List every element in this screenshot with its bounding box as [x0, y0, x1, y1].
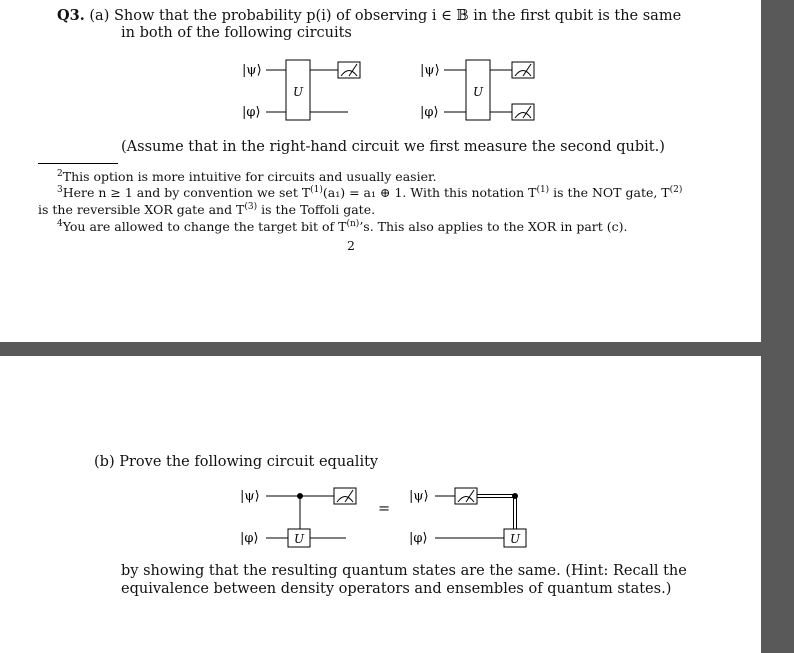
question-number: Q3.	[57, 7, 85, 24]
psi-label: |ψ⟩	[420, 63, 440, 78]
u-gate-label: U	[509, 532, 521, 546]
equals-sign: =	[378, 501, 391, 517]
psi-label: |ψ⟩	[240, 489, 260, 504]
footnote-3-mark: 3	[57, 184, 63, 195]
footnote-2-text: This option is more intuitive for circuits and usually easier.	[62, 169, 437, 184]
circuit-a-left	[230, 50, 370, 126]
assume-note: (Assume that in the right-hand circuit we first measure the second qubit.)	[121, 139, 665, 155]
phi-label: |φ⟩	[242, 105, 261, 120]
part-b-text-line-2: equivalence between density operators and ensembles of quantum states.)	[121, 581, 672, 597]
question-line-1	[57, 7, 681, 25]
part-a-text: (a) Show that the probability p(i) of observing i ∈ 𝔹 in the first qubit is the same	[89, 8, 682, 24]
footnote-4-mark: 4	[57, 218, 63, 229]
viewer-scrollbar-area[interactable]	[761, 0, 794, 653]
fn3-sup: (1)	[536, 184, 550, 195]
u-gate-label: U	[292, 85, 304, 99]
phi-label: |φ⟩	[409, 531, 428, 546]
part-a-text-line-2: in both of the following circuits	[121, 25, 352, 41]
footnote-4	[57, 219, 628, 234]
pdf-page-2	[0, 356, 761, 653]
phi-label: |φ⟩	[240, 531, 259, 546]
footnote-3-line-2	[38, 202, 375, 217]
control-dot	[512, 493, 518, 499]
footnote-2	[57, 169, 437, 184]
fn4-sup: (n)	[346, 218, 360, 229]
fn3-part: Here n ≥ 1 and by convention we set T	[62, 185, 311, 200]
fn3-sup: (1)	[310, 184, 323, 195]
footnote-rule	[38, 163, 118, 164]
footnote-3-line-1	[57, 185, 682, 200]
psi-label: |ψ⟩	[242, 63, 262, 78]
psi-label: |ψ⟩	[409, 489, 429, 504]
page-number: 2	[347, 238, 355, 253]
fn3-part: is the reversible XOR gate and T	[38, 202, 245, 217]
u-gate-label: U	[293, 532, 305, 546]
footnote-2-mark: 2	[57, 168, 63, 179]
part-b-label: (b) Prove the following circuit equality	[94, 454, 379, 470]
circuit-a-right	[410, 50, 560, 126]
circuit-b-right	[405, 482, 535, 544]
circuit-b-left	[236, 482, 366, 544]
phi-label: |φ⟩	[420, 105, 439, 120]
page-gap	[0, 342, 761, 356]
fn3-sup: (3)	[244, 201, 258, 212]
fn4-part: ’s. This also applies to the XOR in part (c).	[359, 219, 628, 234]
fn3-part: is the NOT gate, T	[549, 185, 670, 200]
fn3-part: (a₁) = a₁ ⊕ 1. With this notation T	[322, 185, 537, 200]
u-gate-label: U	[472, 85, 484, 99]
fn3-sup: (2)	[669, 184, 683, 195]
fn4-part: You are allowed to change the target bit of T	[62, 219, 347, 234]
part-b-text-line-1: by showing that the resulting quantum states are the same. (Hint: Recall the	[121, 563, 687, 579]
fn3-part: is the Toffoli gate.	[257, 202, 376, 217]
